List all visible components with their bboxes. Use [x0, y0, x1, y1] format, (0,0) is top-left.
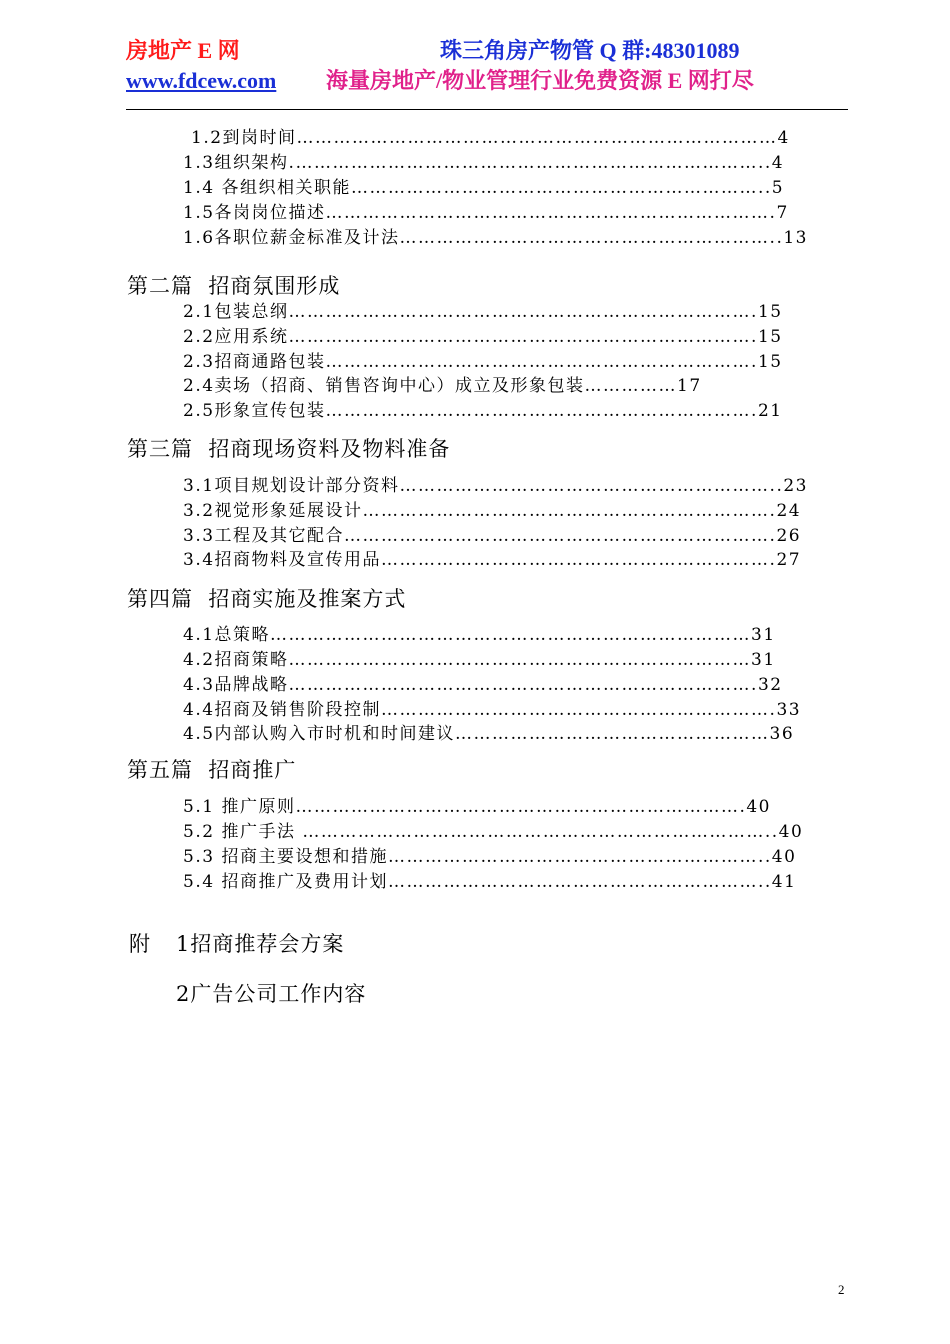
- toc-item-4-4: 4.4招商及销售阶段控制……………………………………………………….33: [183, 700, 802, 720]
- section-title-part2: 第二篇 招商氛围形成: [127, 274, 341, 298]
- toc-item-5-1: 5.1 推广原则……………………………………………………………….40: [183, 797, 771, 817]
- toc-item-5-3: 5.3 招商主要设想和措施……………………………………………………..40: [183, 847, 797, 867]
- toc-item-4-5: 4.5内部认购入市时机和时间建议……………………………………………36: [183, 724, 795, 744]
- toc-item-2-1: 2.1包装总纲………………………………………………………………….15: [183, 302, 783, 322]
- toc-item-4-3: 4.3品牌战略………………………………………………………………….32: [183, 675, 783, 695]
- toc-item-5-2: 5.2 推广手法 …………………………………………………………………..40: [183, 822, 804, 842]
- section-title-part4: 第四篇 招商实施及推案方式: [127, 587, 407, 611]
- toc-item-3-4: 3.4招商物料及宣传用品……………………………………………………….27: [183, 550, 802, 570]
- section-title-part5: 第五篇 招商推广: [127, 758, 297, 782]
- appendix-item-2: 2广告公司工作内容: [176, 982, 367, 1006]
- site-url-link[interactable]: www.fdcew.com: [126, 68, 277, 93]
- toc-item-3-3: 3.3工程及其它配合…………………………………………………………….26: [183, 526, 802, 546]
- toc-item-3-1: 3.1项目规划设计部分资料……………………………………………………..23: [183, 476, 808, 496]
- toc-item-4-2: 4.2招商策略…………………………………………………………………31: [183, 650, 776, 670]
- toc-item-2-3: 2.3招商通路包装…………………………………………………………….15: [183, 352, 783, 372]
- qq-group-info: 珠三角房产物管 Q 群:48301089: [440, 38, 740, 63]
- appendix-label: 附: [129, 932, 151, 956]
- toc-item-4-1: 4.1总策略……………………………………………………………………31: [183, 625, 776, 645]
- toc-item-1-2: 1.2到岗时间……………………………………………………………………4: [191, 128, 790, 148]
- toc-item-2-5: 2.5形象宣传包装…………………………………………………………….21: [183, 401, 783, 421]
- toc-item-1-6: 1.6各职位薪金标准及计法……………………………………………………..13: [183, 228, 808, 248]
- header-divider: [126, 109, 848, 110]
- toc-item-5-4: 5.4 招商推广及费用计划……………………………………………………..41: [183, 872, 797, 892]
- toc-item-1-3: 1.3组织架构.…………………………………………………………………..4: [183, 153, 785, 173]
- toc-item-2-2: 2.2应用系统………………………………………………………………….15: [183, 327, 783, 347]
- toc-item-2-4: 2.4卖场（招商、销售咨询中心）成立及形象包装……………17: [183, 376, 702, 396]
- header-slogan: 海量房地产/物业管理行业免费资源 E 网打尽: [326, 68, 754, 93]
- toc-item-3-2: 3.2视觉形象延展设计………………………………………………………….24: [183, 501, 802, 521]
- toc-item-1-5: 1.5各岗岗位描述……………………………………………………………….7: [183, 203, 789, 223]
- toc-item-1-4: 1.4 各组织相关职能…………………………………………………………..5: [183, 178, 785, 198]
- page-number: 2: [838, 1282, 845, 1297]
- site-name: 房地产 E 网: [126, 38, 240, 63]
- appendix-item-1: 1招商推荐会方案: [176, 932, 345, 956]
- section-title-part3: 第三篇 招商现场资料及物料准备: [127, 437, 451, 461]
